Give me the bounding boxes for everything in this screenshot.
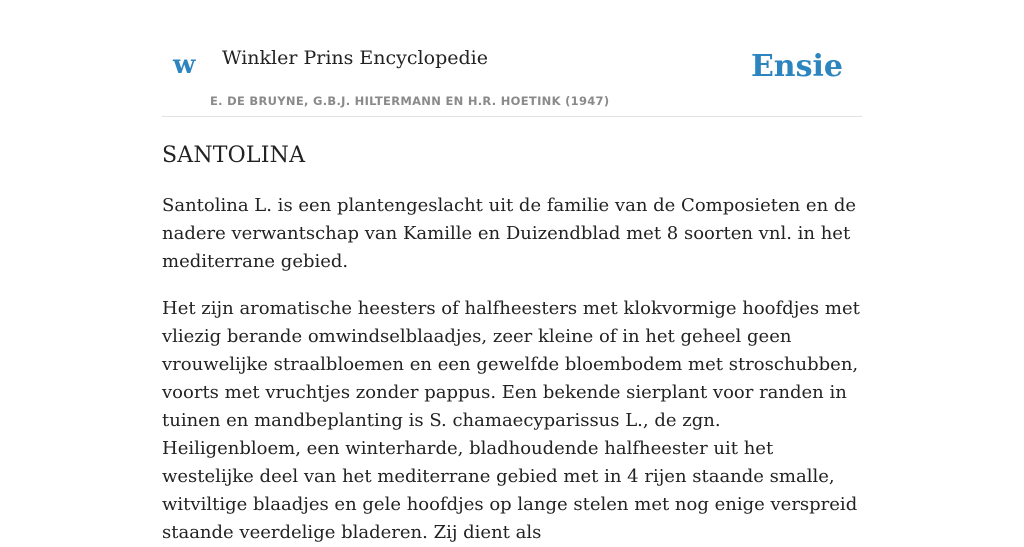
article-paragraph-2: Het zijn aromatische heesters of halfheesters met klokvormige hoofdjes met vliezig berande omwindselblaadjes, zeer kleine of in het geheel geen vrouwelijke straalbloemen en een gewelfde bloembodem met stroschubben, voorts met vruchtjes zonder pappus. Een bekende sierplant voor randen in tuinen en mandbeplanting is S. chamaecyparissus L., de zgn. Heiligenbloem, een winterharde, bladhoudende halfheester uit het westelijke deel van het mediterrane gebied met in 4 rijen staande smalle, witviltige blaadjes en gele hoofdjes op lange stelen met nog enige verspreid staande veerdelige bladeren. Zij dient als [162,298,860,544]
winkler-prins-logo[interactable]: w [173,50,196,80]
article-paragraph-1: Santolina L. is een plantengeslacht uit de familie van de Composieten en de nadere verwantschap van Kamille en Duizendblad met 8 soorten vnl. in het mediterrane gebied. [162,195,857,273]
source-title[interactable]: Winkler Prins Encyclopedie [222,47,488,69]
source-authors: E. DE BRUYNE, G.B.J. HILTERMANN EN H.R. HOETINK (1947) [210,94,610,108]
header [162,0,862,117]
article-title: SANTOLINA [162,143,306,168]
page [162,0,862,544]
ensie-logo[interactable]: Ensie [750,49,843,84]
